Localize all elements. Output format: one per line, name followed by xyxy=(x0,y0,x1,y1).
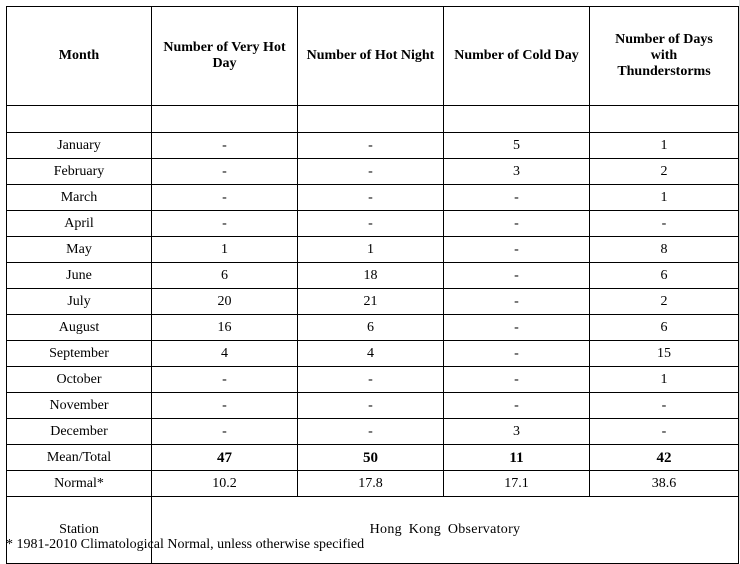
very-hot-day-cell: 6 xyxy=(152,263,298,289)
table-row xyxy=(7,237,739,263)
thunderstorms-cell: 6 xyxy=(590,263,739,289)
empty-cell xyxy=(152,106,298,133)
very-hot-day-cell: 4 xyxy=(152,341,298,367)
hot-night-cell: - xyxy=(298,393,444,419)
total-hot-night: 50 xyxy=(298,445,444,471)
table-subheader-row xyxy=(7,106,739,133)
month-cell: January xyxy=(7,133,152,159)
month-cell: March xyxy=(7,185,152,211)
total-cold-day: 11 xyxy=(444,445,590,471)
month-cell: February xyxy=(7,159,152,185)
month-cell: April xyxy=(7,211,152,237)
normal-hot-night: 17.8 xyxy=(298,471,444,497)
cold-day-cell: 3 xyxy=(444,159,590,185)
month-rows xyxy=(7,133,739,564)
hot-night-cell: 6 xyxy=(298,315,444,341)
total-label: Mean/Total xyxy=(7,445,152,471)
cold-day-cell: - xyxy=(444,263,590,289)
very-hot-day-cell: - xyxy=(152,211,298,237)
cold-day-cell: 3 xyxy=(444,419,590,445)
very-hot-day-cell: - xyxy=(152,393,298,419)
hot-night-cell: - xyxy=(298,367,444,393)
hot-night-cell: 18 xyxy=(298,263,444,289)
station-label: Station xyxy=(7,497,152,564)
thunderstorms-cell: 2 xyxy=(590,289,739,315)
table-row xyxy=(7,393,739,419)
cold-day-cell: 5 xyxy=(444,133,590,159)
month-cell: October xyxy=(7,367,152,393)
normal-label: Normal* xyxy=(7,471,152,497)
normal-very-hot-day: 10.2 xyxy=(152,471,298,497)
hot-night-cell: - xyxy=(298,159,444,185)
empty-cell xyxy=(590,106,739,133)
hot-night-cell: - xyxy=(298,185,444,211)
hot-night-cell: - xyxy=(298,133,444,159)
table-row xyxy=(7,367,739,393)
very-hot-day-cell: - xyxy=(152,367,298,393)
header-month: Month xyxy=(7,7,152,106)
thunderstorms-cell: 15 xyxy=(590,341,739,367)
normal-row xyxy=(7,471,739,497)
table-row xyxy=(7,211,739,237)
normal-cold-day: 17.1 xyxy=(444,471,590,497)
cold-day-cell: - xyxy=(444,289,590,315)
table-row xyxy=(7,133,739,159)
thunderstorms-cell: - xyxy=(590,211,739,237)
very-hot-day-cell: - xyxy=(152,159,298,185)
cold-day-cell: - xyxy=(444,185,590,211)
cold-day-cell: - xyxy=(444,367,590,393)
cold-day-cell: - xyxy=(444,341,590,367)
month-cell: December xyxy=(7,419,152,445)
month-cell: August xyxy=(7,315,152,341)
hot-night-cell: 21 xyxy=(298,289,444,315)
month-cell: September xyxy=(7,341,152,367)
header-very-hot-day: Number of Very Hot Day xyxy=(152,7,298,106)
table-row xyxy=(7,419,739,445)
empty-cell xyxy=(444,106,590,133)
table-row xyxy=(7,315,739,341)
month-cell: November xyxy=(7,393,152,419)
empty-cell xyxy=(298,106,444,133)
total-thunderstorms: 42 xyxy=(590,445,739,471)
total-very-hot-day: 47 xyxy=(152,445,298,471)
table-header-row xyxy=(7,7,739,106)
cold-day-cell: - xyxy=(444,393,590,419)
very-hot-day-cell: 20 xyxy=(152,289,298,315)
header-thunderstorms: Number of Days with Thunderstorms xyxy=(590,7,739,106)
hot-night-cell: 1 xyxy=(298,237,444,263)
month-cell: May xyxy=(7,237,152,263)
thunderstorms-cell: - xyxy=(590,393,739,419)
very-hot-day-cell: 1 xyxy=(152,237,298,263)
empty-cell xyxy=(7,106,152,133)
total-row xyxy=(7,445,739,471)
table-row xyxy=(7,263,739,289)
header-cold-day: Number of Cold Day xyxy=(444,7,590,106)
thunderstorms-cell: 1 xyxy=(590,185,739,211)
hot-night-cell: 4 xyxy=(298,341,444,367)
thunderstorms-cell: - xyxy=(590,419,739,445)
hot-night-cell: - xyxy=(298,419,444,445)
thunderstorms-cell: 1 xyxy=(590,367,739,393)
very-hot-day-cell: - xyxy=(152,185,298,211)
thunderstorms-cell: 8 xyxy=(590,237,739,263)
month-cell: July xyxy=(7,289,152,315)
cold-day-cell: - xyxy=(444,211,590,237)
very-hot-day-cell: 16 xyxy=(152,315,298,341)
normal-thunderstorms: 38.6 xyxy=(590,471,739,497)
station-value: Hong Kong Observatory xyxy=(152,497,739,564)
cold-day-cell: - xyxy=(444,315,590,341)
very-hot-day-cell: - xyxy=(152,419,298,445)
thunderstorms-cell: 6 xyxy=(590,315,739,341)
month-cell: June xyxy=(7,263,152,289)
table-row xyxy=(7,185,739,211)
table-row xyxy=(7,289,739,315)
thunderstorms-cell: 1 xyxy=(590,133,739,159)
table-row xyxy=(7,341,739,367)
very-hot-day-cell: - xyxy=(152,133,298,159)
cold-day-cell: - xyxy=(444,237,590,263)
table-row xyxy=(7,159,739,185)
footnote: * 1981-2010 Climatological Normal, unless otherwise specified xyxy=(6,537,365,552)
hot-night-cell: - xyxy=(298,211,444,237)
weather-statistics-table xyxy=(6,6,739,564)
thunderstorms-cell: 2 xyxy=(590,159,739,185)
header-hot-night: Number of Hot Night xyxy=(298,7,444,106)
